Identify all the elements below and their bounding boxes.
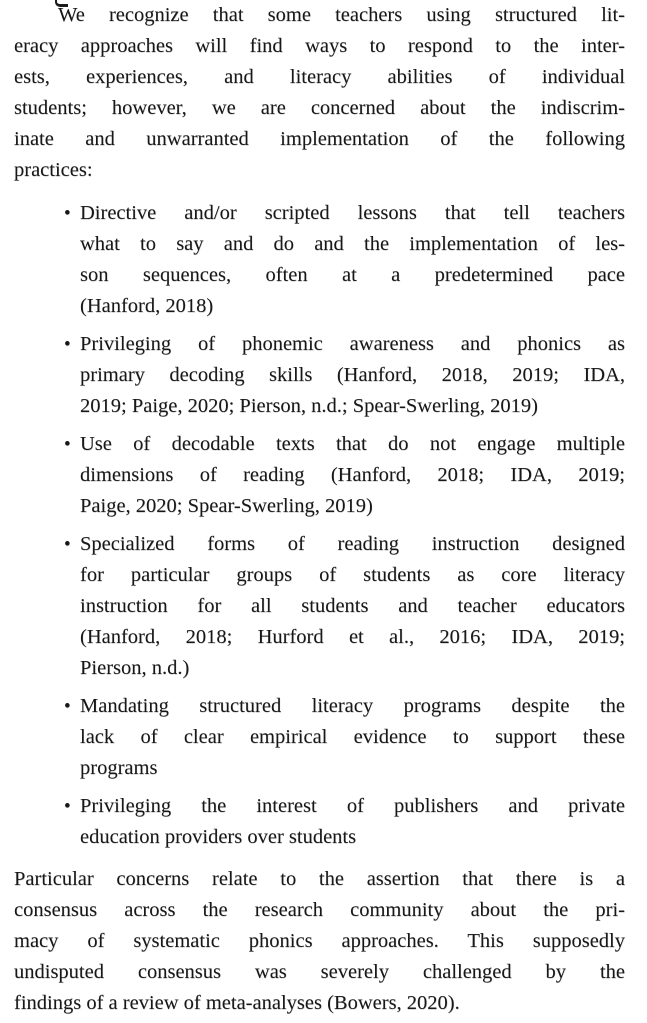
text-line: (Hanford, 2018) — [80, 295, 214, 317]
closing-paragraph — [14, 864, 625, 1019]
list-item-phonemic-awareness — [14, 329, 625, 422]
concerns-list — [14, 198, 625, 853]
text-line: Mandating structured literacy programs despite the — [80, 695, 625, 717]
text-line: Privileging the interest of publishers and private — [80, 795, 625, 817]
list-item-decodable-texts — [14, 429, 625, 522]
text-line: undisputed consensus was severely challenged by the — [14, 961, 625, 983]
bullet-icon: • — [64, 696, 71, 717]
text-line: Directive and/or scripted lessons that tell teachers — [80, 202, 625, 224]
text-line: what to say and do and the implementation of les- — [80, 233, 625, 255]
cutoff-text-fragment — [55, 0, 68, 7]
intro-paragraph — [14, 0, 625, 186]
text-line: practices: — [14, 159, 93, 181]
text-line: Particular concerns relate to the assertion that there is a — [14, 868, 625, 890]
text-line: son sequences, often at a predetermined pace — [80, 264, 625, 286]
text-line: Privileging of phonemic awareness and phonics as — [80, 333, 625, 355]
text-line: 2019; Paige, 2020; Pierson, n.d.; Spear-Swerling, 2019) — [80, 395, 538, 417]
text-line: We recognize that some teachers using structured lit- — [58, 4, 625, 26]
list-item-mandating-programs — [14, 691, 625, 784]
bullet-icon: • — [64, 796, 71, 817]
text-line: programs — [80, 757, 158, 779]
text-line: lack of clear empirical evidence to support these — [80, 726, 625, 748]
text-line: macy of systematic phonics approaches. This supposedly — [14, 930, 625, 952]
bullet-icon: • — [64, 334, 71, 355]
text-line: ests, experiences, and literacy abilities of individual — [14, 66, 625, 88]
text-line: dimensions of reading (Hanford, 2018; IDA, 2019; — [80, 464, 625, 486]
text-line: Pierson, n.d.) — [80, 657, 190, 679]
text-line: instruction for all students and teacher educators — [80, 595, 625, 617]
bullet-icon: • — [64, 203, 71, 224]
text-line: Paige, 2020; Spear-Swerling, 2019) — [80, 495, 373, 517]
text-line: eracy approaches will find ways to respond to the inter- — [14, 35, 625, 57]
text-line: Use of decodable texts that do not engage multiple — [80, 433, 625, 455]
list-item-specialized-instruction — [14, 529, 625, 684]
text-line: for particular groups of students as core literacy — [80, 564, 625, 586]
text-line: (Hanford, 2018; Hurford et al., 2016; IDA, 2019; — [80, 626, 625, 648]
text-line: Specialized forms of reading instruction designed — [80, 533, 625, 555]
list-item-scripted-lessons — [14, 198, 625, 322]
text-line: inate and unwarranted implementation of the following — [14, 128, 625, 150]
text-line: students; however, we are concerned about the indiscrim- — [14, 97, 625, 119]
text-line: consensus across the research community about the pri- — [14, 899, 625, 921]
text-line: education providers over students — [80, 826, 357, 848]
text-line: findings of a review of meta-analyses (Bowers, 2020). — [14, 992, 460, 1014]
bullet-icon: • — [64, 434, 71, 455]
text-line: primary decoding skills (Hanford, 2018, 2019; IDA, — [80, 364, 625, 386]
list-item-publisher-interest — [14, 791, 625, 853]
bullet-icon: • — [64, 534, 71, 555]
